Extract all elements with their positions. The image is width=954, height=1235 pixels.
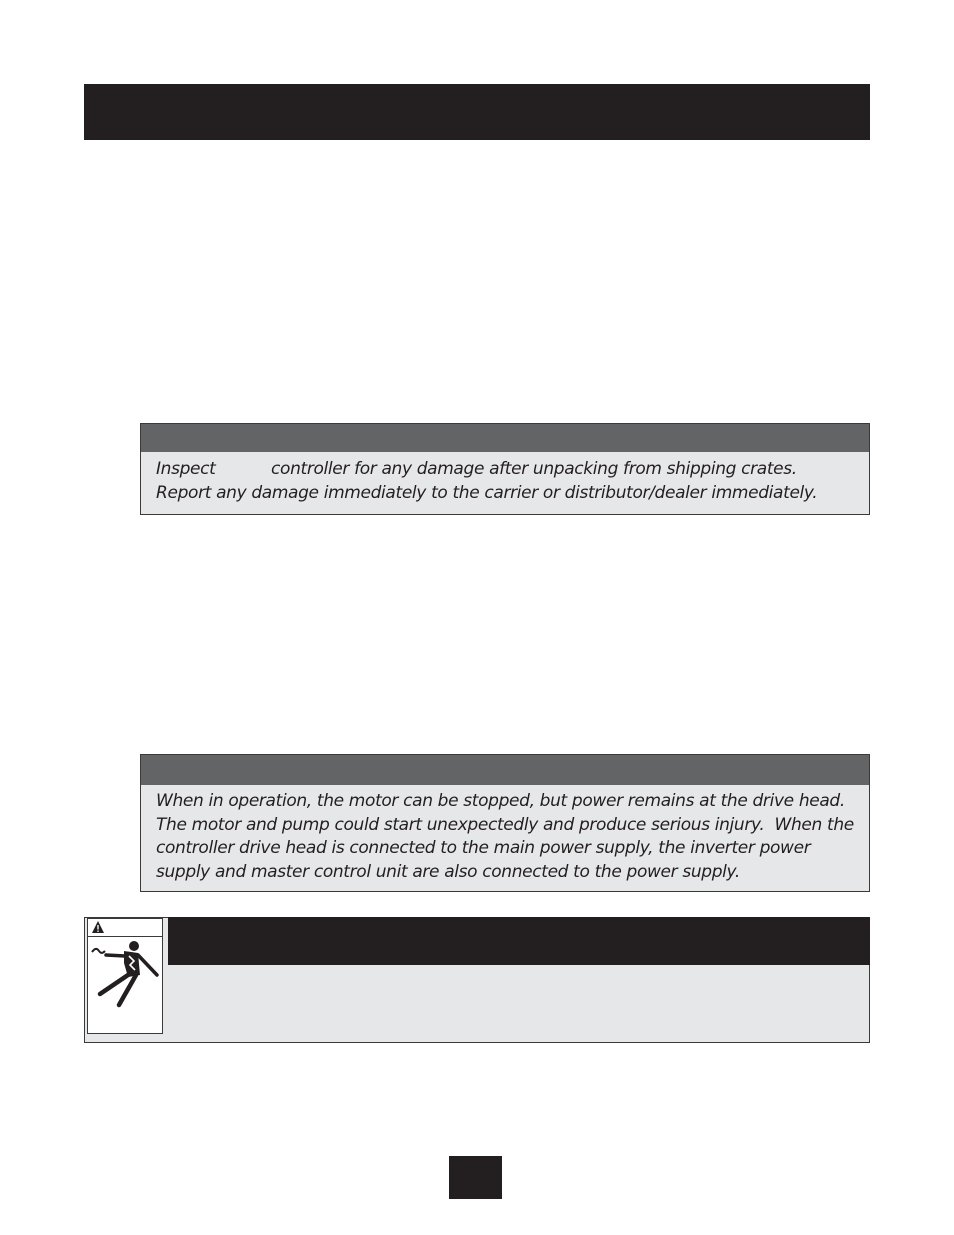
warning-triangle-icon bbox=[91, 920, 105, 934]
warning-title-bar bbox=[168, 917, 870, 965]
operation-notice bbox=[140, 754, 870, 892]
hazard-label bbox=[87, 918, 163, 1034]
section-header-bar bbox=[84, 84, 870, 140]
page-number-box bbox=[449, 1156, 502, 1199]
notice-body-text: When in operation, the motor can be stopped, but power remains at the drive head. The motor and pump could start unexpectedly and produce serious injury. When the controller drive head is connected to the main power supply, the inverter power supply and master control unit are also connected to the power supply. bbox=[156, 791, 859, 882]
electric-hazard-warning bbox=[84, 917, 870, 1043]
electric-shock-hazard-icon bbox=[88, 937, 162, 1017]
notice-title-bar bbox=[141, 424, 869, 452]
inspection-notice bbox=[140, 423, 870, 515]
hazard-label-header bbox=[88, 919, 162, 937]
notice-body-text: Inspect controller for any damage after unpacking from shipping crates. Report any damage immediately to the carrier or distributor/dealer immediately. bbox=[156, 459, 818, 503]
notice-title-bar bbox=[141, 755, 869, 785]
